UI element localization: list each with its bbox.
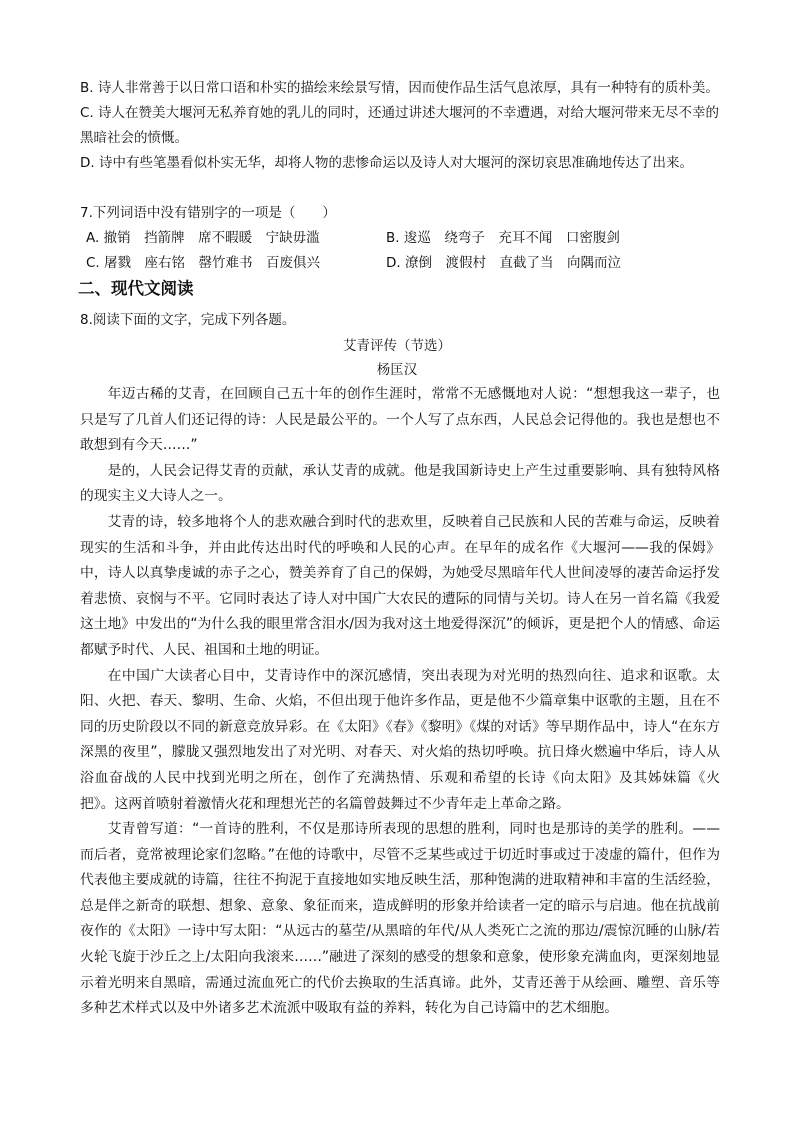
q7-option-c: C. 屠戮 座右铭 罄竹难书 百废俱兴 [86,255,321,271]
article-paragraph: 在中国广大读者心目中，艾青诗作中的深沉感情，突出表现为对光明的热烈向往、追求和讴歌。太阳、火把、春天、黎明、生命、火焰，不但出现于他许多作品，更是他不少篇章集中讴歌的主题，且在不同的历史阶段以不同的新意竞放异彩。在《太阳》《春》《黎明》《煤的对话》等早期作品中，诗人“在东方深黑的夜里”，朦胧又强烈地发出了对光明、对春天、对火焰的热切呼唤。抗日烽火燃遍中华后，诗人从浴血奋战的人民中找到光明之所在，创作了充满热情、乐观和希望的长诗《向太阳》及其姊妹篇《火把》。这两首喷射着激情火花和理想光芒的名篇曾鼓舞过不少青年走上革命之路。 [80,667,720,812]
article-paragraph: 年迈古稀的艾青，在回顾自己五十年的创作生涯时，常常不无感慨地对人说：“想想我这一辈子，也只是写了几首人们还记得的诗：人民是最公平的。一个人写了点东西，人民总会记得他的。我也是想也不敢想到有今天……” [80,386,720,454]
q6-option-d: D. 诗中有些笔墨看似朴实无华，却将人物的悲惨命运以及诗人对大堰河的深切哀思准确地传达了出来。 [80,155,693,171]
article-title: 艾青评传（节选） [343,338,451,354]
article-paragraph: 艾青的诗，较多地将个人的悲欢融合到时代的悲欢里，反映着自己民族和人民的苦难与命运，反映着现实的生活和斗争，并由此传达出时代的呼唤和人民的心声。在早年的成名作《大堰河——我的保姆》中，诗人以真挚虔诚的赤子之心，赞美养育了自己的保姆，为她受尽黑暗年代人世间凌辱的凄苦命运抒发着悲愤、哀悯与不平。它同时表达了诗人对中国广大农民的遭际的同情与关切。诗人在另一首名篇《我爱这土地》中发出的“为什么我的眼里常含泪水/因为我对这土地爱得深沉”的倾诉，更是把个人的情感、命运都赋予时代、人民、祖国和土地的明证。 [80,513,720,658]
q6-option-b: B. 诗人非常善于以日常口语和朴实的描绘来绘景写情，因而使作品生活气息浓厚，具有一种特有的质朴美。 [80,80,719,96]
article-paragraph: 是的，人民会记得艾青的贡献，承认艾青的成就。他是我国新诗史上产生过重要影响、具有独特风格的现实主义大诗人之一。 [80,462,720,505]
q7-option-d: D. 潦倒 渡假村 直截了当 向隅而泣 [386,255,621,271]
article-paragraph: 艾青曾写道：“一首诗的胜利，不仅是那诗所表现的思想的胜利，同时也是那诗的美学的胜利。——而后者，竟常被理论家们忽略。”在他的诗歌中，尽管不乏某些或过于切近时事或过于凌虚的篇什，但作为代表他主要成就的诗篇，往往不拘泥于直接地如实地反映生活，那种饱满的进取精神和丰富的生活经验，总是伴之新奇的联想、想象、意象、象征而来，造成鲜明的形象并给读者一定的暗示与启迪。他在抗战前夜作的《太阳》一诗中写太阳：“从远古的墓茔/从黑暗的年代/从人类死亡之流的那边/震惊沉睡的山脉/若火轮飞旋于沙丘之上/太阳向我滚来……”融进了深刻的感受的想象和意象，使形象充满血肉，更深刻地显示着光明来自黑暗，需通过流血死亡的代价去换取的生活真谛。此外，艾青还善于从绘画、雕塑、音乐等多种艺术样式以及中外诸多艺术流派中吸取有益的养料，转化为自己诗篇中的艺术细胞。 [80,821,720,1017]
article-body [80,382,720,1022]
q8-stem: 8.阅读下面的文字，完成下列各题。 [80,312,296,328]
q7-option-b: B. 逡巡 绕弯子 充耳不闻 口密腹剑 [386,230,620,246]
q7-stem: 7.下列词语中没有错别字的一项是（ ） [80,205,336,221]
question-6-options [80,76,720,176]
q7-option-a: A. 撤销 挡箭牌 席不暇暖 宁缺毋滥 [86,230,320,246]
q6-option-c: C. 诗人在赞美大堰河无私养育她的乳儿的同时，还通过讲述大堰河的不幸遭遇，对给大堰河带来无尽不幸的黑暗社会的愤慨。 [80,105,720,146]
article-author: 杨匡汉 [376,362,418,378]
section-title: 二、现代文阅读 [78,279,194,298]
